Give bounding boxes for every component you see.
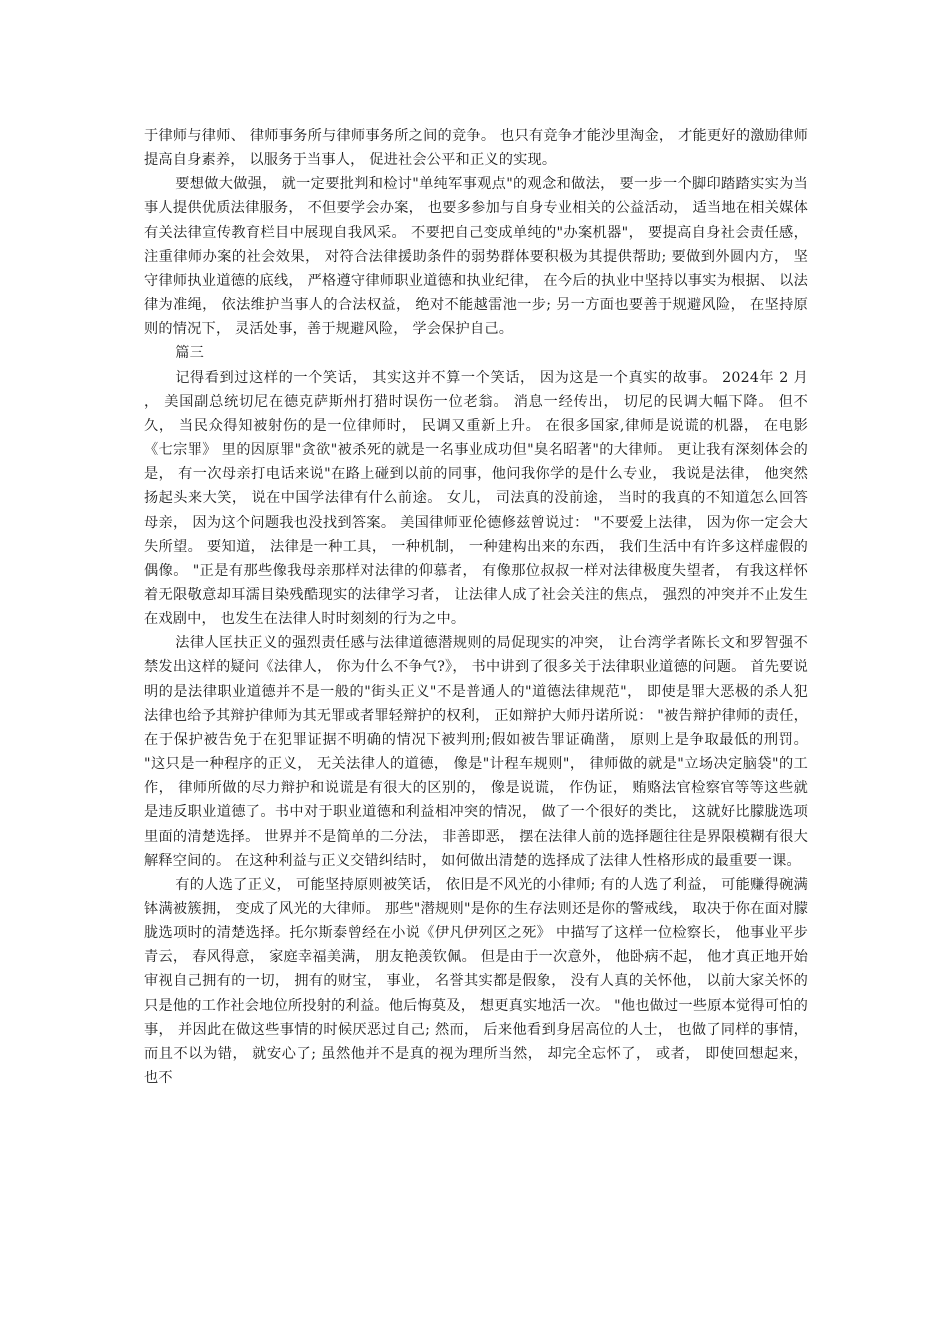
- body-paragraph: 有的人选了正义， 可能坚持原则被笑话， 依旧是不风光的小律师; 有的人选了利益， 可能赚得碗满钵满被簇拥， 变成了风光的大律师。 那些"潜规则"是你的生存法则还是你的警戒线， 取决于你在面对朦胧选项时的清楚选择。托尔斯泰曾经在小说《伊凡伊列区之死》 中描写了这样一位检察长， 他事业平步青云， 春风得意， 家庭幸福美满， 朋友艳羡钦佩。 但是由于一次意外， 他卧病不起， 他才真正地开始审视自己拥有的一切， 拥有的财宝， 事业， 名誉其实都是假象， 没有人真的关怀他， 以前大家关怀的只是他的工作社会地位所投射的利益。他后悔莫及， 想更真实地活一次。 "他也做过一些原本觉得可怕的事， 并因此在做这些事情的时候厌恶过自己; 然而， 后来他看到身居高位的人士， 也做了同样的事情， 而且不以为错， 就安心了; 虽然他并不是真的视为理所当然， 却完全忘怀了， 或者， 即使回想起来， 也不: [144, 876, 808, 1087]
- section-title: 篇三: [175, 345, 205, 362]
- body-paragraph: 要想做大做强， 就一定要批判和检讨"单纯军事观点"的观念和做法， 要一步一个脚印踏踏实实为当事人提供优质法律服务， 不但要学会办案， 也要多参加与自身专业相关的公益活动， 适当地在相关媒体有关法律宣传教育栏目中展现自我风采。 不要把自己变成单纯的"办案机器"， 要提高自身社会责任感， 注重律师办案的社会效果， 对符合法律援助条件的弱势群体要积极为其提供帮助; 要做到外圆内方， 坚守律师执业道德的底线， 严格遵守律师职业道德和执业纪律， 在今后的执业中坚持以事实为根据、 以法律为准绳， 依法维护当事人的合法权益， 绝对不能越雷池一步; 另一方面也要善于规避风险， 在坚持原则的情况下， 灵活处事，善于规避风险， 学会保护自己。: [144, 176, 808, 338]
- body-paragraph: 记得看到过这样的一个笑话， 其实这并不算一个笑话， 因为这是一个真实的故事。 2024年 2 月 ， 美国副总统切尼在德克萨斯州打猎时误伤一位老翁。 消息一经传出， 切尼的民调大幅下降。 但不久， 当民众得知被射伤的是一位律师时， 民调又重新上升。 在很多国家,律师是说谎的机器， 在电影《七宗罪》 里的因原罪"贪欲"被杀死的就是一名事业成功但"臭名昭著"的大律师。 更让我有深刻体会的是， 有一次母亲打电话来说"在路上碰到以前的同事，他问我你学的是什么专业， 我说是法律， 他突然扬起头来大笑， 说在中国学法律有什么前途。 女儿， 司法真的没前途， 当时的我真的不知道怎么回答母亲， 因为这个问题我也没找到答案。 美国律师亚伦德修兹曾说过： "不要爱上法律， 因为你一定会大失所望。 要知道， 法律是一种工具， 一种机制， 一种建构出来的东西， 我们生活中有许多这样虚假的偶像。 "正是有那些像我母亲那样对法律的仰慕者， 有像那位叔叔一样对法律极度失望者， 有我这样怀着无限敬意却耳濡目染残酷现实的法律学习者， 让法律人成了社会关注的焦点， 强烈的冲突并不止发生在戏剧中， 也发生在法律人时时刻刻的行为之中。: [144, 369, 808, 628]
- body-paragraph: 于律师与律师、 律师事务所与律师事务所之间的竞争。 也只有竞争才能沙里淘金， 才能更好的激励律师提高自身素养， 以服务于当事人， 促进社会公平和正义的实现。: [144, 128, 808, 169]
- body-paragraph: 法律人匡扶正义的强烈责任感与法律道德潜规则的局促现实的冲突， 让台湾学者陈长文和罗智强不禁发出这样的疑问《法律人， 你为什么不争气?》， 书中讲到了很多关于法律职业道德的问题。 首先要说明的是法律职业道德并不是一般的"街头正义"不是普通人的"道德法律规范"， 即使是罪大恶极的杀人犯法律也给予其辩护律师为其无罪或者罪轻辩护的权利， 正如辩护大师丹诺所说： "被告辩护律师的责任， 在于保护被告免于在犯罪证据不明确的情况下被判刑;假如被告罪证确凿， 原则上是争取最低的刑罚。 "这只是一种程序的正义， 无关法律人的道德， 像是"计程车规则"， 律师做的就是"立场决定脑袋"的工作， 律师所做的尽力辩护和说谎是有很大的区别的， 像是说谎， 作伪证， 贿赂法官检察官等等这些就是违反职业道德了。书中对于职业道德和利益相冲突的情况， 做了一个很好的类比， 这就好比朦胧选项里面的清楚选择。 世界并不是简单的二分法， 非善即恶， 摆在法律人前的选择题往往是界限模糊有很大解释空间的。 在这种利益与正义交错纠结时， 如何做出清楚的选择成了法律人性格形成的最重要一课。: [144, 635, 808, 869]
- document-page: [144, 124, 808, 1090]
